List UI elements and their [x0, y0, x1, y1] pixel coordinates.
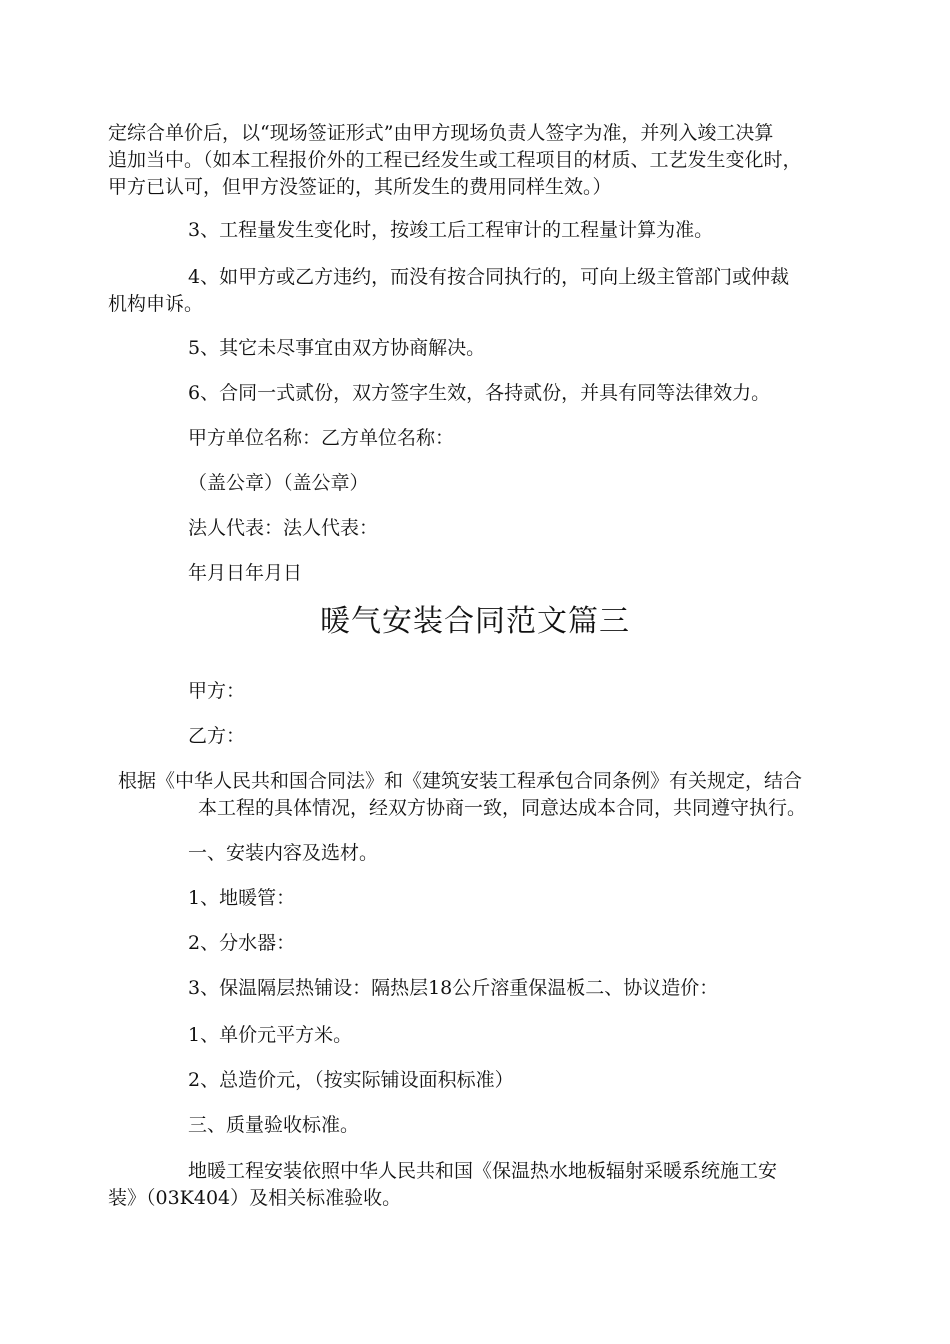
preamble-line-2: 本工程的具体情况，经双方协商一致，同意达成本合同，共同遵守执行。 — [198, 797, 807, 819]
signature-representative: 法人代表：法人代表： — [188, 517, 379, 539]
signature-units: 甲方单位名称：乙方单位名称： — [188, 427, 455, 449]
price-total: 2、总造价元，（按实际铺设面积标准） — [188, 1069, 514, 1091]
heading-quality-standard: 三、质量验收标准。 — [188, 1114, 360, 1136]
item-insulation: 3、保温隔层热铺设：隔热层18公斤溶重保温板二、协议造价： — [188, 977, 719, 999]
heading-install-content: 一、安装内容及选材。 — [188, 842, 379, 864]
acceptance-line-2: 装》（03K404）及相关标准验收。 — [108, 1187, 402, 1209]
clause-3: 3、工程量发生变化时，按竣工后工程审计的工程量计算为准。 — [188, 219, 714, 241]
clause-6: 6、合同一式贰份，双方签字生效，各持贰份，并具有同等法律效力。 — [188, 382, 771, 404]
price-unit: 1、单价元平方米。 — [188, 1024, 353, 1046]
item-manifold: 2、分水器： — [188, 932, 296, 954]
preamble-line-1: 根据《中华人民共和国合同法》和《建筑安装工程承包合同条例》有关规定，结合 — [118, 770, 803, 792]
acceptance-line-1: 地暖工程安装依照中华人民共和国《保温热水地板辐射采暖系统施工安 — [188, 1160, 778, 1182]
signature-date: 年月日年月日 — [188, 562, 303, 584]
clause-4-line-1: 4、如甲方或乙方违约，而没有按合同执行的，可向上级主管部门或仲裁 — [188, 266, 790, 288]
item-floor-heating-pipe: 1、地暖管： — [188, 887, 296, 909]
section-title: 暖气安装合同范文篇三 — [320, 604, 630, 639]
party-b: 乙方： — [188, 725, 246, 747]
signature-seal: （盖公章）（盖公章） — [188, 472, 369, 494]
party-a: 甲方： — [188, 680, 246, 702]
clause-5: 5、其它未尽事宜由双方协商解决。 — [188, 337, 486, 359]
continuation-line-3: 甲方已认可，但甲方没签证的，其所发生的费用同样生效。） — [108, 176, 612, 198]
continuation-line-1: 定综合单价后，以“现场签证形式”由甲方现场负责人签字为准，并列入竣工决算 — [108, 122, 774, 144]
continuation-line-2: 追加当中。（如本工程报价外的工程已经发生或工程项目的材质、工艺发生变化时， — [108, 149, 802, 171]
clause-4-line-2: 机构申诉。 — [108, 293, 204, 315]
